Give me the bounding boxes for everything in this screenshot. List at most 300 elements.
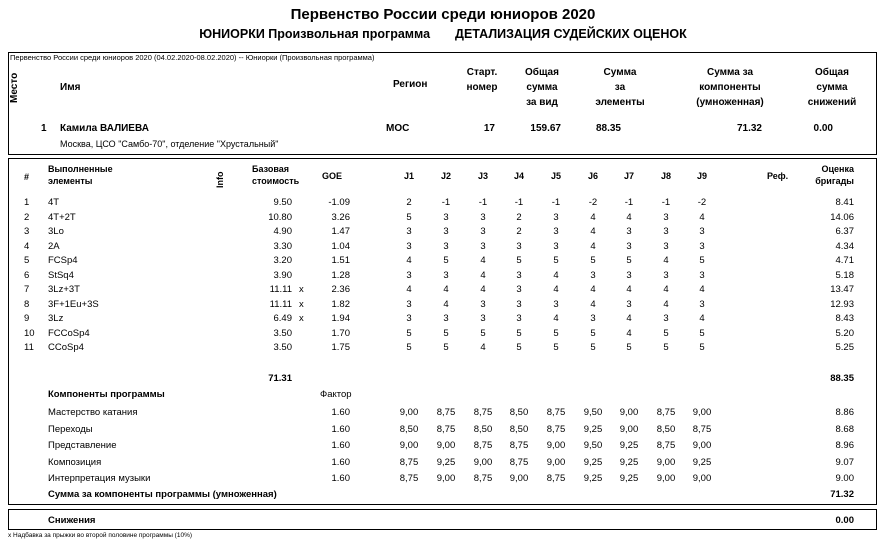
element-judge-4: 2 xyxy=(516,226,522,237)
component-factor: 1.60 xyxy=(331,440,350,451)
col-score xyxy=(800,163,854,187)
element-name: 3Lz+3T xyxy=(48,284,80,295)
component-judge-6: 9,50 xyxy=(583,440,603,451)
element-judge-6: -2 xyxy=(588,197,598,208)
component-judge-9: 9,00 xyxy=(692,407,712,418)
component-row xyxy=(0,473,886,487)
factor-label: Фактор xyxy=(320,389,352,400)
element-judge-4: -1 xyxy=(514,197,524,208)
component-judge-1: 8,75 xyxy=(399,456,419,468)
col-num: # xyxy=(24,172,30,182)
element-base: 9.50 xyxy=(273,197,292,208)
judge-header-5: J5 xyxy=(550,171,561,181)
col-components-l3: (умноженная) xyxy=(696,97,764,108)
skater-name: Камила ВАЛИЕВА xyxy=(60,123,149,134)
element-bonus-mark: x xyxy=(299,298,304,310)
component-row xyxy=(0,457,886,471)
subtitle-report: ДЕТАЛИЗАЦИЯ СУДЕЙСКИХ ОЦЕНОК xyxy=(455,27,687,41)
element-number: 4 xyxy=(24,240,30,252)
element-number: 7 xyxy=(24,284,30,295)
element-judge-7: 3 xyxy=(626,298,632,310)
component-judge-1: 9,00 xyxy=(399,407,419,418)
component-name: Композиция xyxy=(48,456,102,468)
element-number: 11 xyxy=(24,342,34,353)
element-judge-5: 3 xyxy=(553,298,559,310)
component-judge-6: 9,50 xyxy=(583,407,603,418)
component-judge-8: 9,00 xyxy=(656,456,676,468)
component-judge-7: 9,25 xyxy=(619,473,639,484)
element-judge-8: 4 xyxy=(663,284,669,295)
element-judge-2: -1 xyxy=(441,197,451,208)
element-judge-6: 3 xyxy=(590,269,596,281)
col-elem-l1: Выполненные xyxy=(48,164,113,174)
component-judge-7: 9,00 xyxy=(619,423,639,435)
element-judge-1: 4 xyxy=(406,255,412,266)
element-judge-9: 4 xyxy=(699,284,705,295)
element-judge-9: 4 xyxy=(699,211,705,223)
component-judge-9: 8,75 xyxy=(692,423,712,435)
col-base-l1: Базовая xyxy=(252,164,290,174)
element-judge-2: 5 xyxy=(443,255,449,266)
element-goe: 1.94 xyxy=(331,313,350,324)
col-base-l2: стоимость xyxy=(252,176,300,186)
element-judge-7: 5 xyxy=(626,255,632,266)
element-base: 3.20 xyxy=(273,255,292,266)
element-base: 4.90 xyxy=(273,226,292,237)
element-judge-5: 3 xyxy=(553,240,559,252)
element-base: 3.90 xyxy=(273,269,292,281)
element-judge-5: 5 xyxy=(553,327,559,339)
element-judge-2: 3 xyxy=(443,313,449,324)
element-judge-1: 3 xyxy=(406,269,412,281)
element-name: CCoSp4 xyxy=(48,342,84,353)
element-judge-6: 3 xyxy=(590,313,596,324)
col-score-l1: Оценка xyxy=(821,164,854,174)
element-goe: 2.36 xyxy=(331,284,350,295)
element-judge-5: 5 xyxy=(553,342,559,353)
element-judge-8: 5 xyxy=(663,342,669,353)
element-judge-9: 4 xyxy=(699,313,705,324)
element-bonus-mark: x xyxy=(299,284,304,295)
deductions-box xyxy=(8,509,877,530)
component-judge-4: 9,00 xyxy=(509,473,529,484)
element-judge-4: 3 xyxy=(516,284,522,295)
component-judge-2: 9,00 xyxy=(436,473,456,484)
element-judge-2: 3 xyxy=(443,269,449,281)
component-judge-5: 9,00 xyxy=(546,440,566,451)
element-judge-7: 3 xyxy=(626,269,632,281)
element-judge-3: 3 xyxy=(480,240,486,252)
element-judge-8: 3 xyxy=(663,313,669,324)
element-judge-7: 5 xyxy=(626,342,632,353)
element-name: 2A xyxy=(48,240,60,252)
element-judge-8: 5 xyxy=(663,327,669,339)
element-score: 12.93 xyxy=(830,298,854,310)
skater-elements: 88.35 xyxy=(595,123,621,134)
element-name: 3Lz xyxy=(48,313,64,324)
component-judge-3: 9,00 xyxy=(473,456,493,468)
element-base: 3.30 xyxy=(273,240,292,252)
element-bonus-mark: x xyxy=(299,313,304,324)
col-total xyxy=(512,65,572,110)
col-deductions xyxy=(798,65,866,110)
element-name: StSq4 xyxy=(48,269,74,281)
element-score: 8.43 xyxy=(835,313,854,324)
element-judge-4: 3 xyxy=(516,298,522,310)
element-judge-9: 3 xyxy=(699,269,705,281)
base-total: 71.31 xyxy=(268,373,292,384)
element-judge-7: 4 xyxy=(626,284,632,295)
element-judge-2: 5 xyxy=(443,327,449,339)
element-score: 8.41 xyxy=(835,197,854,208)
component-row xyxy=(0,440,886,454)
component-name: Интерпретация музыки xyxy=(48,473,151,484)
col-total-l1: Общая xyxy=(525,67,559,78)
component-name: Мастерство катания xyxy=(48,407,138,418)
element-row xyxy=(0,197,886,211)
element-goe: 1.82 xyxy=(331,298,350,310)
element-base: 3.50 xyxy=(273,342,292,353)
element-row xyxy=(0,212,886,226)
components-header: Компоненты программы xyxy=(48,389,165,400)
component-judge-5: 8,75 xyxy=(546,473,566,484)
component-judge-4: 8,50 xyxy=(509,423,529,435)
element-goe: 1.70 xyxy=(331,327,350,339)
element-name: 4T+2T xyxy=(48,211,76,223)
element-name: FCCoSp4 xyxy=(48,327,90,339)
element-base: 3.50 xyxy=(273,327,292,339)
component-factor: 1.60 xyxy=(331,456,350,468)
element-judge-3: 4 xyxy=(480,269,486,281)
element-score: 4.34 xyxy=(835,240,854,252)
col-elements-name xyxy=(48,163,113,187)
component-judge-1: 8,75 xyxy=(399,473,419,484)
col-ref: Реф. xyxy=(767,171,789,181)
element-judge-3: 3 xyxy=(480,211,486,223)
element-goe: 1.04 xyxy=(331,240,350,252)
judge-header-1: J1 xyxy=(403,171,414,181)
element-judge-5: 5 xyxy=(553,255,559,266)
component-judge-6: 9,25 xyxy=(583,456,603,468)
element-name: 3Lo xyxy=(48,226,64,237)
component-judge-5: 8,75 xyxy=(546,423,566,435)
component-score: 8.68 xyxy=(835,423,854,435)
element-judge-5: 4 xyxy=(553,269,559,281)
skater-total: 159.67 xyxy=(530,123,561,134)
element-goe: 1.47 xyxy=(331,226,350,237)
col-score-l2: бригады xyxy=(815,176,854,186)
element-name: FCSp4 xyxy=(48,255,78,266)
element-score: 6.37 xyxy=(835,226,854,237)
col-base xyxy=(252,163,299,187)
component-name: Переходы xyxy=(48,423,93,435)
component-judge-8: 9,00 xyxy=(656,473,676,484)
col-elements-l3: элементы xyxy=(595,97,645,108)
element-judge-2: 5 xyxy=(443,342,449,353)
element-judge-1: 3 xyxy=(406,240,412,252)
components-total: 71.32 xyxy=(830,489,854,500)
component-judge-3: 8,75 xyxy=(473,407,493,418)
component-judge-1: 9,00 xyxy=(399,440,419,451)
component-score: 8.86 xyxy=(835,407,854,418)
event-line: Первенство России среди юниоров 2020 (04.02.2020-08.02.2020) -- Юниорки (Произвольная программа) xyxy=(10,53,375,62)
judge-header-6: J6 xyxy=(587,171,598,181)
page-title: Первенство России среди юниоров 2020 xyxy=(290,6,596,23)
element-judge-1: 5 xyxy=(406,327,412,339)
element-judge-2: 3 xyxy=(443,240,449,252)
element-judge-5: 4 xyxy=(553,313,559,324)
element-row xyxy=(0,241,886,255)
elements-total: 88.35 xyxy=(830,373,854,384)
element-judge-5: 4 xyxy=(553,284,559,295)
judge-header-8: J8 xyxy=(660,171,671,181)
element-goe: 1.28 xyxy=(331,269,350,281)
component-factor: 1.60 xyxy=(331,407,350,418)
skater-place: 1 xyxy=(41,123,47,134)
component-judge-4: 8,50 xyxy=(509,407,529,418)
col-total-l3: за вид xyxy=(526,97,558,108)
element-score: 5.18 xyxy=(835,269,854,281)
col-elem-l2: элементы xyxy=(48,176,93,186)
element-base: 11.11 xyxy=(269,284,292,295)
component-judge-6: 9,25 xyxy=(583,473,603,484)
element-judge-9: 3 xyxy=(699,226,705,237)
component-score: 9.07 xyxy=(835,456,854,468)
col-goe: GOE xyxy=(322,171,343,181)
element-judge-6: 5 xyxy=(590,255,596,266)
col-deductions-l2: сумма xyxy=(816,82,848,93)
component-judge-7: 9,00 xyxy=(619,407,639,418)
footnote: x Надбавка за прыжки во второй половине программы (10%) xyxy=(8,532,193,539)
element-judge-1: 2 xyxy=(406,197,412,208)
col-place: Место xyxy=(9,72,20,103)
element-number: 9 xyxy=(24,313,30,324)
element-judge-8: 3 xyxy=(663,226,669,237)
component-judge-9: 9,00 xyxy=(692,473,712,484)
component-name: Представление xyxy=(48,440,117,451)
element-number: 5 xyxy=(24,255,30,266)
col-elements xyxy=(580,65,660,110)
element-judge-7: 4 xyxy=(626,211,632,223)
element-judge-4: 3 xyxy=(516,313,522,324)
element-judge-8: 4 xyxy=(663,298,669,310)
element-judge-6: 4 xyxy=(590,211,596,223)
element-judge-4: 5 xyxy=(516,255,522,266)
element-judge-9: 3 xyxy=(699,240,705,252)
element-judge-1: 4 xyxy=(406,284,412,295)
element-judge-8: 3 xyxy=(663,269,669,281)
component-judge-6: 9,25 xyxy=(583,423,603,435)
skater-start: 17 xyxy=(483,123,495,134)
element-judge-6: 4 xyxy=(590,298,596,310)
element-judge-5: -1 xyxy=(551,197,561,208)
component-judge-3: 8,50 xyxy=(473,423,493,435)
element-score: 13.47 xyxy=(830,284,854,295)
skater-club: Москва, ЦСО "Самбо-70", отделение "Хрустальный" xyxy=(60,139,279,149)
component-factor: 1.60 xyxy=(331,473,350,484)
element-judge-9: 5 xyxy=(699,255,705,266)
element-judge-4: 3 xyxy=(516,240,522,252)
element-judge-1: 5 xyxy=(406,211,412,223)
element-number: 2 xyxy=(24,211,30,223)
element-judge-6: 4 xyxy=(590,240,596,252)
element-base: 10.80 xyxy=(268,211,292,223)
element-judge-3: 4 xyxy=(480,342,486,353)
judge-header-3: J3 xyxy=(477,171,488,181)
element-judge-1: 3 xyxy=(406,298,412,310)
component-judge-2: 8,75 xyxy=(436,407,456,418)
element-row xyxy=(0,270,886,284)
component-judge-9: 9,25 xyxy=(692,456,712,468)
element-row xyxy=(0,328,886,342)
element-judge-9: 5 xyxy=(699,327,705,339)
component-score: 8.96 xyxy=(835,440,854,451)
element-judge-2: 4 xyxy=(443,298,449,310)
element-judge-8: 3 xyxy=(663,240,669,252)
element-judge-7: 3 xyxy=(626,226,632,237)
component-factor: 1.60 xyxy=(331,423,350,435)
component-judge-7: 9,25 xyxy=(619,456,639,468)
col-region: Регион xyxy=(393,79,428,90)
element-judge-4: 2 xyxy=(516,211,522,223)
element-judge-2: 3 xyxy=(443,211,449,223)
subtitle-category: ЮНИОРКИ Произвольная программа xyxy=(199,27,431,41)
element-judge-7: 4 xyxy=(626,313,632,324)
col-elements-l1: Сумма xyxy=(603,67,637,78)
col-elements-l2: за xyxy=(614,82,626,93)
component-judge-2: 9,00 xyxy=(436,440,456,451)
element-row xyxy=(0,284,886,298)
element-judge-5: 3 xyxy=(553,226,559,237)
element-number: 1 xyxy=(24,197,30,208)
element-goe: -1.09 xyxy=(328,197,350,208)
element-judge-9: 3 xyxy=(699,298,705,310)
judge-header-7: J7 xyxy=(623,171,634,181)
component-judge-2: 9,25 xyxy=(436,456,456,468)
element-row xyxy=(0,255,886,269)
judge-header-4: J4 xyxy=(513,171,524,181)
component-judge-7: 9,25 xyxy=(619,440,639,451)
element-row xyxy=(0,313,886,327)
element-goe: 1.75 xyxy=(331,342,350,353)
element-judge-7: -1 xyxy=(624,197,634,208)
components-total-label: Сумма за компоненты программы (умноженная) xyxy=(48,489,277,500)
col-components xyxy=(680,65,780,110)
element-judge-2: 4 xyxy=(443,284,449,295)
component-judge-9: 9,00 xyxy=(692,440,712,451)
deductions-label: Снижения xyxy=(48,515,96,526)
component-judge-8: 8,50 xyxy=(656,423,676,435)
element-row xyxy=(0,342,886,356)
element-judge-7: 3 xyxy=(626,240,632,252)
element-judge-3: 3 xyxy=(480,226,486,237)
element-goe: 1.51 xyxy=(331,255,350,266)
element-judge-6: 5 xyxy=(590,327,596,339)
element-name: 4T xyxy=(48,197,60,208)
col-components-l1: Сумма за xyxy=(706,67,754,78)
component-judge-2: 8,75 xyxy=(436,423,456,435)
element-number: 6 xyxy=(24,269,30,281)
element-judge-4: 5 xyxy=(516,342,522,353)
element-base: 6.49 xyxy=(273,313,292,324)
col-deductions-l3: снижений xyxy=(807,97,857,108)
element-judge-3: 3 xyxy=(480,313,486,324)
element-judge-6: 4 xyxy=(590,226,596,237)
component-judge-4: 8,75 xyxy=(509,440,529,451)
col-start xyxy=(455,65,509,95)
component-judge-5: 9,00 xyxy=(546,456,566,468)
element-judge-2: 3 xyxy=(443,226,449,237)
element-number: 8 xyxy=(24,298,30,310)
col-deductions-l1: Общая xyxy=(815,67,849,78)
element-judge-8: -1 xyxy=(661,197,671,208)
element-judge-4: 3 xyxy=(516,269,522,281)
element-judge-8: 3 xyxy=(663,211,669,223)
element-number: 10 xyxy=(24,327,35,339)
component-judge-8: 8,75 xyxy=(656,440,676,451)
element-judge-3: 4 xyxy=(480,284,486,295)
skater-region: МОС xyxy=(386,123,410,134)
element-score: 5.25 xyxy=(835,342,854,353)
element-judge-6: 4 xyxy=(590,284,596,295)
element-goe: 3.26 xyxy=(331,211,350,223)
col-name: Имя xyxy=(60,82,81,93)
element-name: 3F+1Eu+3S xyxy=(48,298,99,310)
element-judge-8: 4 xyxy=(663,255,669,266)
element-number: 3 xyxy=(24,226,30,237)
element-row xyxy=(0,299,886,313)
element-score: 5.20 xyxy=(835,327,854,339)
component-judge-8: 8,75 xyxy=(656,407,676,418)
element-judge-1: 3 xyxy=(406,226,412,237)
deductions-value: 0.00 xyxy=(835,515,854,526)
component-judge-1: 8,50 xyxy=(399,423,419,435)
element-judge-9: -2 xyxy=(697,197,707,208)
component-row xyxy=(0,424,886,438)
component-judge-5: 8,75 xyxy=(546,407,566,418)
judge-header-9: J9 xyxy=(696,171,707,181)
element-score: 14.06 xyxy=(830,211,854,223)
page-subtitle xyxy=(0,27,886,41)
element-judge-3: 5 xyxy=(480,327,486,339)
col-total-l2: сумма xyxy=(526,82,558,93)
element-judge-3: -1 xyxy=(478,197,488,208)
judge-header-2: J2 xyxy=(440,171,451,181)
element-judge-5: 3 xyxy=(553,211,559,223)
col-start-l1: Старт. xyxy=(466,67,498,78)
component-judge-3: 8,75 xyxy=(473,473,493,484)
element-judge-7: 4 xyxy=(626,327,632,339)
element-judge-1: 5 xyxy=(406,342,412,353)
element-judge-4: 5 xyxy=(516,327,522,339)
component-row xyxy=(0,407,886,421)
element-judge-1: 3 xyxy=(406,313,412,324)
col-info: Info xyxy=(215,171,225,188)
component-score: 9.00 xyxy=(835,473,854,484)
col-start-l2: номер xyxy=(466,82,498,93)
element-score: 4.71 xyxy=(835,255,854,266)
element-judge-3: 4 xyxy=(480,255,486,266)
component-judge-4: 8,75 xyxy=(509,456,529,468)
element-base: 11.11 xyxy=(269,298,292,310)
element-judge-3: 3 xyxy=(480,298,486,310)
skater-deductions: 0.00 xyxy=(813,123,833,134)
component-judge-3: 8,75 xyxy=(473,440,493,451)
element-row xyxy=(0,226,886,240)
element-judge-9: 5 xyxy=(699,342,705,353)
skater-components: 71.32 xyxy=(736,123,762,134)
element-judge-6: 5 xyxy=(590,342,596,353)
